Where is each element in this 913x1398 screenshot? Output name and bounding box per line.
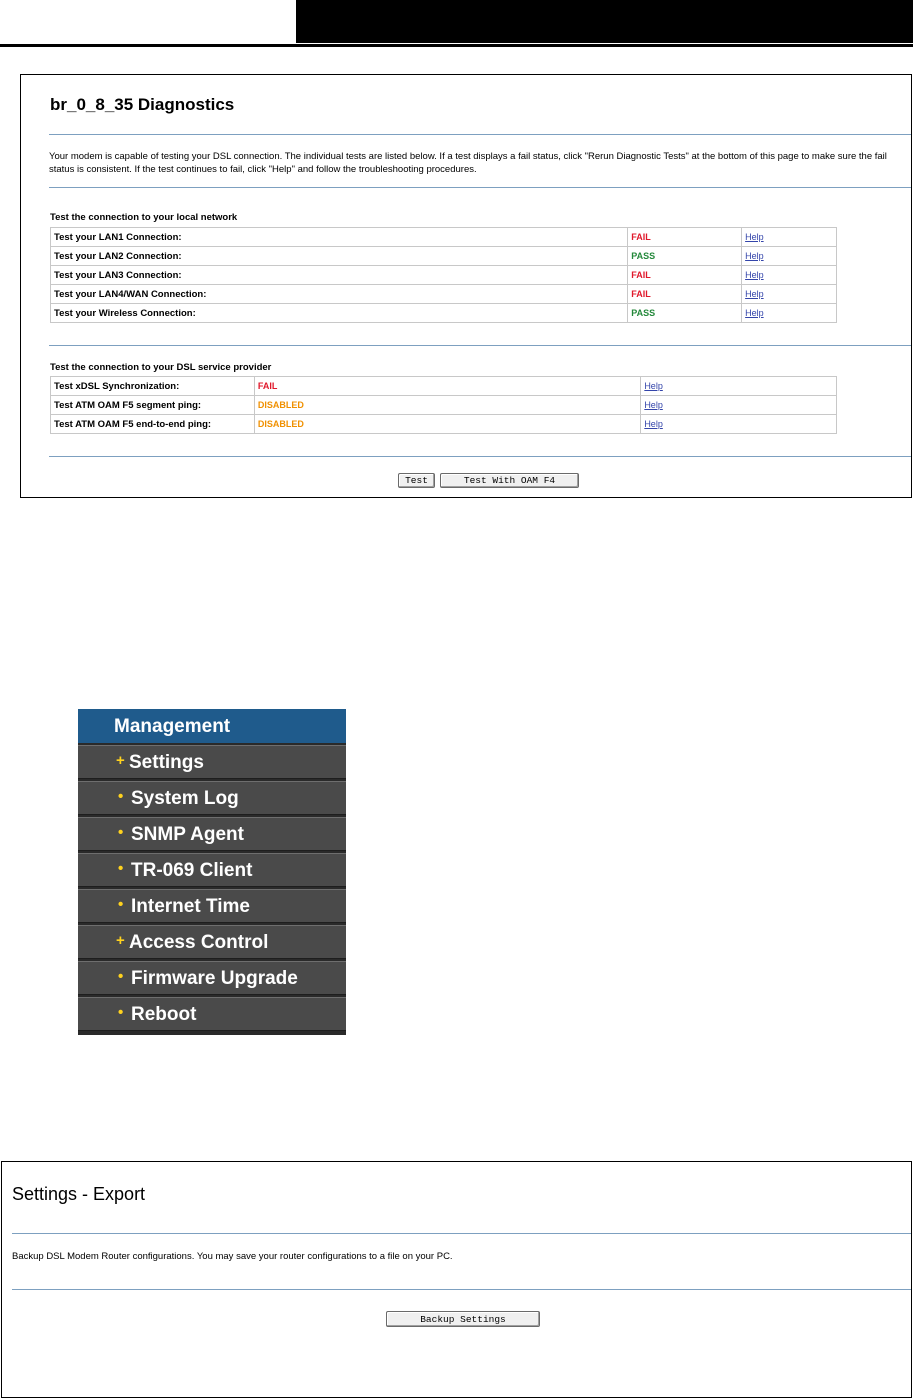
help-link[interactable]: Help — [745, 288, 764, 299]
bullet-icon: • — [118, 1004, 124, 1021]
help-cell — [742, 266, 837, 285]
status-badge: FAIL — [631, 269, 651, 280]
header-rule — [0, 44, 913, 47]
menu-item-label: Access Control — [129, 932, 269, 953]
header-bar — [296, 0, 913, 43]
help-cell — [742, 285, 837, 304]
export-panel — [1, 1161, 912, 1398]
status-badge: FAIL — [257, 380, 278, 391]
page-title: br_0_8_35 Diagnostics — [50, 95, 235, 114]
menu-header: Management — [78, 709, 346, 743]
menu-item-firmware-upgrade[interactable] — [78, 961, 346, 995]
dsl-test-row — [51, 415, 837, 434]
help-cell — [641, 377, 837, 396]
menu-item-system-log[interactable] — [78, 781, 346, 815]
test-label: Test ATM OAM F5 segment ping: — [51, 396, 255, 415]
export-description: Backup DSL Modem Router configurations. You may save your router configurations to a file on your PC. — [12, 1251, 453, 1262]
local-test-row — [51, 304, 837, 323]
plus-icon: + — [116, 752, 125, 769]
menu-item-label: System Log — [131, 788, 239, 809]
local-test-row — [51, 228, 837, 247]
menu-item-label: Reboot — [131, 1004, 197, 1025]
help-cell — [641, 415, 837, 434]
menu-item-settings[interactable] — [78, 745, 346, 779]
menu-item-reboot[interactable] — [78, 997, 346, 1031]
dsl-section-title: Test the connection to your DSL service provider — [50, 362, 272, 373]
export-title: Settings - Export — [12, 1184, 146, 1204]
test-button[interactable]: Test — [398, 473, 435, 488]
menu-item-access-control[interactable] — [78, 925, 346, 959]
bullet-icon: • — [118, 788, 124, 805]
status-badge: PASS — [631, 307, 656, 318]
management-menu — [78, 709, 346, 1035]
help-link[interactable]: Help — [745, 231, 764, 242]
test-label: Test your Wireless Connection: — [51, 304, 628, 323]
test-label: Test your LAN1 Connection: — [51, 228, 628, 247]
local-tests-table — [50, 227, 837, 323]
help-link[interactable]: Help — [644, 399, 663, 410]
menu-item-snmp-agent[interactable] — [78, 817, 346, 851]
divider — [12, 1289, 911, 1290]
test-label: Test ATM OAM F5 end-to-end ping: — [51, 415, 255, 434]
divider — [49, 134, 911, 135]
test-label: Test xDSL Synchronization: — [51, 377, 255, 396]
local-test-row — [51, 285, 837, 304]
menu-item-tr-069-client[interactable] — [78, 853, 346, 887]
menu-item-internet-time[interactable] — [78, 889, 346, 923]
test-with-oam-f4-button[interactable]: Test With OAM F4 — [440, 473, 579, 488]
local-section-title: Test the connection to your local network — [50, 212, 238, 223]
test-status-cell — [628, 266, 742, 285]
description: Your modem is capable of testing your DSL connection. The individual tests are listed below. If a test displays a fail status, click "Rerun Diagnostic Tests" at the bottom of this page to make sure the fail status is consistent. If the test continues to fail, click "Help" and follow the troubleshooting procedures. — [49, 151, 887, 175]
divider — [49, 187, 911, 188]
help-cell — [742, 247, 837, 266]
local-test-row — [51, 247, 837, 266]
help-link[interactable]: Help — [745, 269, 764, 280]
test-status-cell — [628, 228, 742, 247]
menu-item-label: TR-069 Client — [131, 860, 253, 881]
help-cell — [742, 304, 837, 323]
help-link[interactable]: Help — [745, 307, 764, 318]
test-status-cell — [254, 396, 640, 415]
test-status-cell — [254, 377, 640, 396]
local-test-row — [51, 266, 837, 285]
plus-icon: + — [116, 932, 125, 949]
test-label: Test your LAN4/WAN Connection: — [51, 285, 628, 304]
test-label: Test your LAN3 Connection: — [51, 266, 628, 285]
help-link[interactable]: Help — [644, 418, 663, 429]
help-cell — [641, 396, 837, 415]
status-badge: DISABLED — [257, 399, 304, 410]
status-badge: FAIL — [631, 231, 651, 242]
divider — [12, 1233, 911, 1234]
dsl-test-row — [51, 396, 837, 415]
bullet-icon: • — [118, 824, 124, 841]
menu-item-label: Internet Time — [131, 896, 250, 917]
diagnostics-panel — [20, 74, 912, 498]
status-badge: FAIL — [631, 288, 651, 299]
test-status-cell — [628, 304, 742, 323]
help-link[interactable]: Help — [745, 250, 764, 261]
divider — [49, 456, 911, 457]
bullet-icon: • — [118, 896, 124, 913]
help-link[interactable]: Help — [644, 380, 663, 391]
status-badge: PASS — [631, 250, 656, 261]
status-badge: DISABLED — [257, 418, 304, 429]
bullet-icon: • — [118, 968, 124, 985]
test-status-cell — [254, 415, 640, 434]
bullet-icon: • — [118, 860, 124, 877]
backup-settings-button[interactable]: Backup Settings — [386, 1311, 540, 1327]
test-label: Test your LAN2 Connection: — [51, 247, 628, 266]
menu-item-label: Firmware Upgrade — [131, 968, 298, 989]
menu-item-label: Settings — [129, 752, 204, 773]
help-cell — [742, 228, 837, 247]
test-status-cell — [628, 247, 742, 266]
menu-item-label: SNMP Agent — [131, 824, 244, 845]
divider — [49, 345, 911, 346]
dsl-test-row — [51, 377, 837, 396]
dsl-tests-table — [50, 376, 837, 434]
test-status-cell — [628, 285, 742, 304]
